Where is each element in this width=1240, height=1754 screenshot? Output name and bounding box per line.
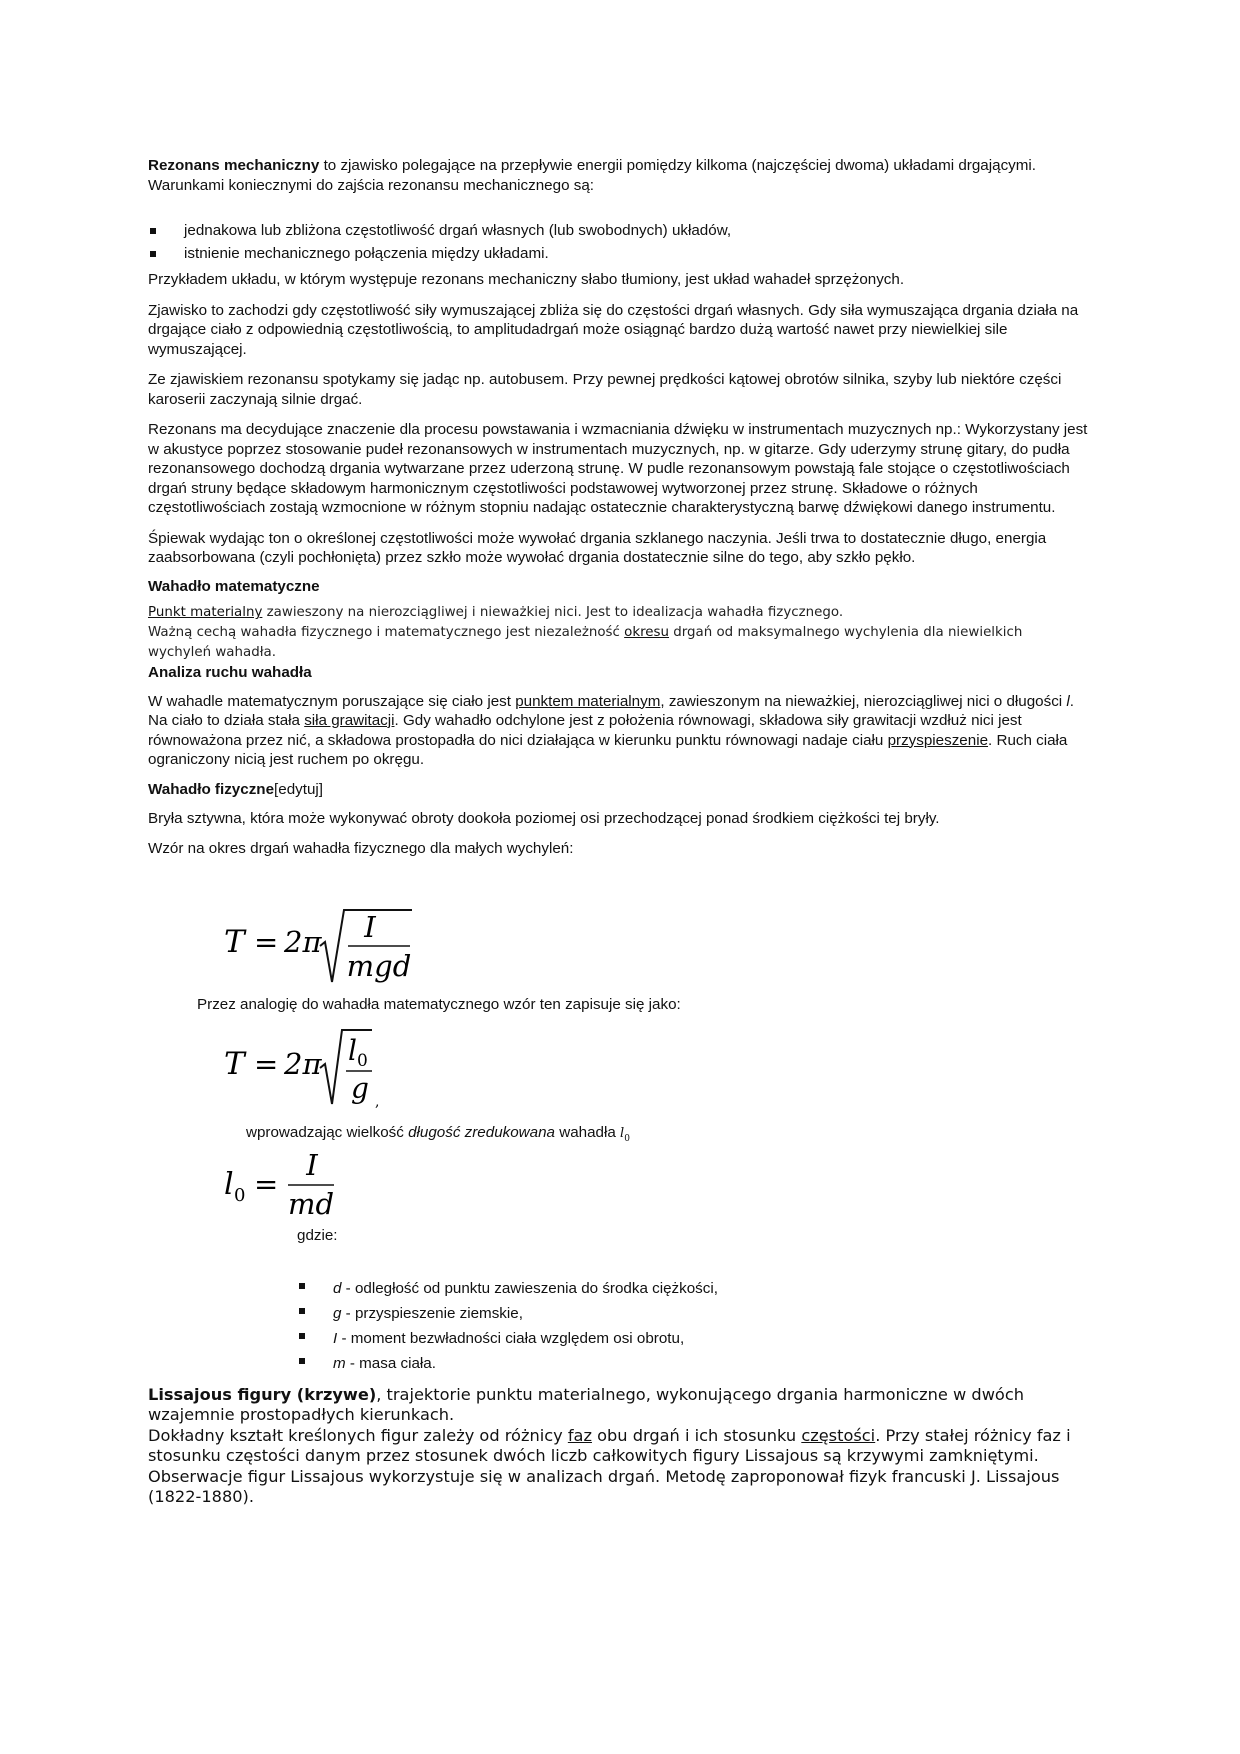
- math-pendulum-line-2: [148, 623, 1088, 663]
- lissajous-paragraph-3: Obserwacje figur Lissajous wykorzystuje się w analizach drgań. Metodę zaproponował fizyk francuski J. Lissajous (1822-1880).: [148, 1466, 1060, 1507]
- lissajous-section: [148, 1385, 1088, 1507]
- period-formula-graphic: [222, 904, 422, 990]
- symbol-description: - masa ciała.: [345, 1355, 436, 1372]
- gravity-link[interactable]: siła grawitacji: [304, 712, 395, 729]
- list-item: [297, 1326, 997, 1351]
- text: Dokładny kształt kreślonych figur zależy od różnicy: [148, 1425, 568, 1445]
- lissajous-paragraph-2: [148, 1426, 1088, 1467]
- symbol-g: g: [333, 1305, 342, 1322]
- edit-link[interactable]: [edytuj]: [274, 780, 323, 798]
- phase-link[interactable]: faz: [567, 1425, 592, 1445]
- list-item: [297, 1276, 997, 1301]
- heading-text: Wahadło fizyczne: [148, 780, 275, 798]
- instruments-paragraph: Rezonans ma decydujące znaczenie dla procesu powstawania i wzmacniania dźwięku w instrumentach muzycznych np.: Wykorzystany jest w akustyce poprzez stosowanie pudeł rezonansowych w instrumentach muzycznych, np. w gitarze. Gdy uderzymy strunę gitary, do pudła rezonansowego dochodzą drgania wytwarzane przez uderzoną strunę. W pudle rezonansowym powstają fale stojące o częstotliwościach drgań struny będące składowym harmonicznym częstotliwości podstawowej wytworzonej przez strunę. Składowe o różnych częstotliwościach zostają wzmocnione w różnym stopniu nadając ostatecznie charakterystyczną barwę dźwiękowi danego instrumentu.: [148, 421, 1088, 516]
- reduced-length-formula: [222, 1148, 352, 1224]
- formula-subscript: 0: [234, 1185, 246, 1206]
- text: . Na ciało to działa stała: [148, 692, 1075, 729]
- reduced-length-text: [246, 1124, 630, 1144]
- text: , zawieszonym na nieważkiej, nierozciągliwej nici o długości: [660, 692, 1067, 710]
- list-item: jednakowa lub zbliżona częstotliwość drgań własnych (lub swobodnych) układów,: [148, 221, 1088, 241]
- text: . Gdy wahadło odchylone jest z położenia równowagi, składowa siły grawitacji wzdłuż nici jest równoważona przez nić, a składowa prostopadła do nici działająca w kierunku punktu równowagi nadaje ciału: [148, 712, 1022, 749]
- symbol-i: I: [333, 1330, 338, 1347]
- text: wahadła: [555, 1124, 621, 1141]
- motion-heading: [148, 663, 1088, 683]
- line-text: Ważną cechą wahadła fizycznego i matematycznego jest niezależność: [148, 625, 625, 640]
- formula-symbol: =: [254, 1047, 279, 1081]
- symbol-m: m: [333, 1355, 346, 1372]
- acceleration-link[interactable]: przyspieszenie: [887, 731, 989, 749]
- symbol-description: - przyspieszenie ziemskie,: [341, 1305, 523, 1322]
- intro-text: to zjawisko polegające na przepływie energii pomiędzy kilkoma (najczęściej dwoma) układami drgającymi. Warunkami koniecznymi do zajścia rezonansu mechanicznego są:: [148, 157, 1037, 194]
- symbol-d: d: [333, 1280, 342, 1297]
- formula-symbol: I: [364, 910, 376, 944]
- formula-symbol: =: [254, 1167, 279, 1201]
- heading-text: Analiza ruchu wahadła: [148, 664, 312, 681]
- var-l: l: [1066, 692, 1070, 710]
- reduced-length-subscript: 0: [624, 1134, 630, 1145]
- physical-definition: Bryła sztywna, która może wykonywać obroty dookoła poziomej osi przechodzącej ponad środkiem ciężkości tej bryły.: [148, 810, 940, 827]
- material-point-link-2[interactable]: punktem materialnym: [515, 692, 661, 710]
- symbol-description: - odległość od punktu zawieszenia do środka ciężkości,: [341, 1280, 718, 1297]
- formula-subscript: 0: [357, 1051, 368, 1071]
- symbols-list: [297, 1276, 997, 1376]
- symbol-description: - moment bezwładności ciała względem osi obrotu,: [337, 1330, 685, 1347]
- formula-symbol: T: [224, 1046, 245, 1082]
- forcing-paragraph: Zjawisko to zachodzi gdy częstotliwość siły wymuszającej zbliża się do częstości drgań własnych. Gdy siła wymuszająca drgania działa na drgające ciało z odpowiednią częstotliwością, to amplitudadrgań może osiągnąć bardzo dużą wartość nawet przy niewielkiej sile wymuszającej.: [148, 301, 1079, 358]
- equivalent-formula: [222, 1026, 392, 1116]
- formula-symbol: md: [287, 1187, 335, 1221]
- intro-term: Rezonans mechaniczny: [148, 157, 320, 174]
- reduced-length-symbol: l: [620, 1126, 625, 1141]
- formula-symbol: l: [224, 1167, 234, 1202]
- formula-symbol: 2π: [284, 1047, 322, 1081]
- physical-heading: [148, 780, 1088, 800]
- list-item: istnienie mechanicznego połączenia między układami.: [148, 244, 1088, 264]
- math-pendulum-heading: [148, 577, 1088, 597]
- text: , trajektorie punktu materialnego, wykonującego drgania harmoniczne w dwóch wzajemnie prostopadłych kierunkach.: [148, 1385, 1024, 1425]
- text: wprowadzając wielkość: [246, 1124, 409, 1141]
- list-item: [297, 1301, 997, 1326]
- heading-text: Wahadło matematyczne: [148, 577, 320, 595]
- formula-intro: Wzór na okres drgań wahadła fizycznego dla małych wychyleń:: [148, 839, 574, 857]
- motion-paragraph: [148, 692, 1088, 770]
- reduced-length-formula-graphic: [222, 1148, 352, 1224]
- text: . Ruch ciała ograniczony nicią jest ruchem po okręgu.: [148, 731, 1068, 768]
- math-pendulum-line-1: [148, 603, 1088, 623]
- formula-symbol: l: [348, 1034, 357, 1067]
- formula-symbol: g: [351, 1072, 369, 1105]
- lissajous-term: Lissajous figury (krzywe): [148, 1385, 377, 1404]
- text: W wahadle matematycznym poruszające się ciało jest: [148, 692, 516, 710]
- formula-symbol: =: [254, 925, 279, 959]
- analogy-text: Przez analogię do wahadła matematycznego wzór ten zapisuje się jako:: [197, 996, 681, 1013]
- where-text: gdzie:: [297, 1227, 338, 1244]
- formula-comma: ,: [375, 1094, 380, 1110]
- text: . Przy stałej różnicy faz i stosunku częstości danym przez stosunek dwóch liczb całkowitych figury Lissajous są krzywymi zamkniętymi.: [148, 1425, 1071, 1466]
- period-link[interactable]: okresu: [624, 625, 670, 640]
- formula-symbol: T: [224, 924, 245, 960]
- singer-paragraph: Śpiewak wydając ton o określonej częstotliwości może wywołać drgania szklanego naczynia. Jeśli trwa to dostatecznie długo, energia zaabsorbowana (czyli pochłonięta) przez szkło może wywołać drgania dostatecznie silne do tego, aby szkło pękło.: [148, 529, 1047, 566]
- intro-paragraph: [148, 156, 1088, 195]
- line-text: drgań od maksymalnego wychylenia dla niewielkich wychyleń wahadła.: [148, 625, 1023, 660]
- document-page: [148, 156, 1088, 858]
- equivalent-formula-graphic: [222, 1026, 392, 1116]
- formula-symbol: 2π: [284, 925, 322, 959]
- conditions-list: [148, 221, 1088, 263]
- material-point-link[interactable]: Punkt materialny: [148, 605, 263, 620]
- line-text: zawieszony na nierozciągliwej i nieważkiej nici. Jest to idealizacja wahadła fizycznego.: [262, 605, 844, 620]
- period-formula: [222, 904, 422, 990]
- list-item: [297, 1351, 997, 1376]
- text: obu drgań i ich stosunku: [591, 1425, 802, 1445]
- reduced-length-term: długość zredukowana: [408, 1124, 555, 1141]
- bus-paragraph: Ze zjawiskiem rezonansu spotykamy się jadąc np. autobusem. Przy pewnej prędkości kątowej obrotów silnika, szyby lub niektóre części karoserii zaczynają silnie drgać.: [148, 371, 1062, 408]
- frequency-link[interactable]: częstości: [801, 1425, 876, 1445]
- lissajous-paragraph-1: [148, 1385, 1088, 1426]
- example-paragraph: Przykładem układu, w którym występuje rezonans mechaniczny słabo tłumiony, jest układ wahadeł sprzężonych.: [148, 271, 905, 288]
- formula-symbol: I: [306, 1148, 318, 1182]
- formula-symbol: mgd: [346, 949, 412, 983]
